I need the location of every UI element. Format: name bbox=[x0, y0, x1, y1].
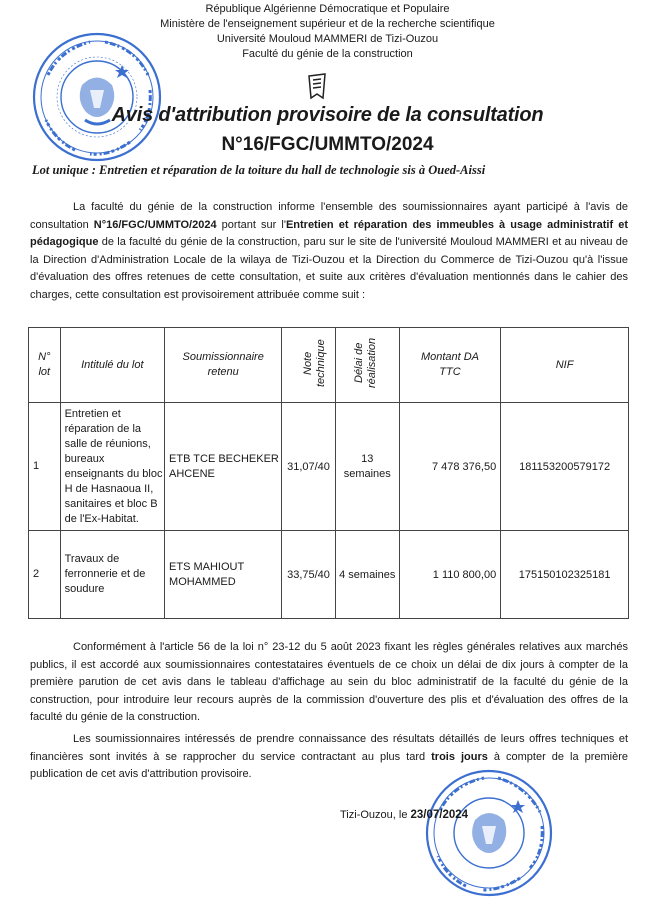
intro-object: Entretien et réparation des immeubles à usage administratif et pédagogique bbox=[30, 218, 628, 248]
header-university: Université Mouloud MAMMERI de Tizi-Ouzou bbox=[216, 33, 439, 45]
header-delay-label: Délai de réalisation bbox=[353, 337, 379, 388]
invite-part2: à compter de la première publication de cet avis d'attribution provisoire. bbox=[30, 750, 628, 780]
row1-title: Entretien et réparation de la salle de réunions, bureaux enseignants du bloc H de Hasnaoua II, sanitaires et bloc B de l'Ex-Habitat. bbox=[60, 403, 164, 531]
row1-amount: 7 478 376,50 bbox=[399, 403, 500, 531]
row1-bidder: ETB TCE BECHEKER AHCENE bbox=[165, 403, 282, 531]
invite-deadline: trois jours bbox=[431, 750, 488, 763]
header-faculty: Faculté du génie de la construction bbox=[242, 48, 413, 60]
official-stamp-bottom-right bbox=[422, 768, 557, 898]
header-amount: Montant DA TTC bbox=[399, 328, 500, 403]
row2-number: 2 bbox=[29, 531, 61, 619]
header-score-label: Note technique bbox=[301, 338, 327, 387]
row2-nif: 175150102325181 bbox=[501, 531, 629, 619]
header-delay bbox=[335, 328, 399, 403]
header-ministry: Ministère de l'enseignement supérieur et de la recherche scientifique bbox=[160, 18, 495, 30]
signature-date: 23/07/2024 bbox=[410, 809, 469, 821]
header-lot-number: N° lot bbox=[29, 328, 61, 403]
attribution-table bbox=[28, 327, 629, 619]
signature-place: Tizi-Ouzou, le bbox=[340, 809, 411, 821]
row2-bidder: ETS MAHIOUT MOHAMMED bbox=[165, 531, 282, 619]
row1-delay: 13 semaines bbox=[335, 403, 399, 531]
row2-score: 33,75/40 bbox=[282, 531, 335, 619]
header-score bbox=[282, 328, 335, 403]
row2-delay: 4 semaines bbox=[335, 531, 399, 619]
intro-part3: de la faculté du génie de la construction, paru sur le site de l'université Mouloud MAMMERI et au niveau de la Direction d'Administration Locale de la wilaya de Tizi-Ouzou et la Direction du Commerce de Tizi-Ouzou qu'à l'issue d'évaluation des offres retenues de cette consultation, et suite aux critères d'évaluation mentionnés dans le cahier des charges, cette consultation est provisoirement attribuée comme suit : bbox=[30, 236, 628, 301]
intro-paragraph bbox=[30, 199, 628, 304]
table-row bbox=[29, 403, 629, 531]
university-logo-icon bbox=[305, 72, 329, 100]
table-header-row bbox=[29, 328, 629, 403]
row1-number: 1 bbox=[29, 403, 61, 531]
row1-nif: 181153200579172 bbox=[501, 403, 629, 531]
intro-part1: La faculté du génie de la construction informe l'ensemble des soumissionnaires ayant participé à l'avis de consultation bbox=[30, 201, 628, 231]
header-bidder: Soumissionnaire retenu bbox=[165, 328, 282, 403]
notice-reference: N°16/FGC/UMMTO/2024 bbox=[221, 134, 434, 155]
intro-reference: N°16/FGC/UMMTO/2024 bbox=[93, 218, 217, 231]
signature-line bbox=[340, 809, 468, 821]
row1-score: 31,07/40 bbox=[282, 403, 335, 531]
lot-description: Lot unique : Entretien et réparation de la toiture du hall de technologie sis à Oued-Aissi bbox=[32, 163, 486, 177]
row2-title: Travaux de ferronnerie et de soudure bbox=[60, 531, 164, 619]
row2-amount: 1 110 800,00 bbox=[399, 531, 500, 619]
legal-paragraph bbox=[30, 639, 628, 727]
invite-part1: Les soumissionnaires intéressés de prendre connaissance des résultats détaillés de leurs offres techniques et financières sont invités à se rapprocher du service contractant au plus tard bbox=[30, 733, 628, 763]
header-republic: République Algérienne Démocratique et Populaire bbox=[205, 3, 450, 15]
header-nif: NIF bbox=[501, 328, 629, 403]
intro-part2: portant sur l' bbox=[216, 218, 286, 231]
header-lot-title: Intitulé du lot bbox=[60, 328, 164, 403]
notice-title: Avis d'attribution provisoire de la consultation bbox=[111, 104, 544, 126]
legal-text: Conformément à l'article 56 de la loi n° 23-12 du 5 août 2023 fixant les règles générales relatives aux marchés publics, il est accordé aux soumissionnaires contestataires éventuels de ce choix un délai de dix jours à compter de la première parution de cet avis dans le tableau d'affichage au sein du bloc administratif de la faculté du génie de la construction, pour introduire leur recours auprès de la commission d'ouverture des plis et d'évaluation des offres de la faculté du génie de la construction. bbox=[30, 641, 628, 723]
table-row bbox=[29, 531, 629, 619]
